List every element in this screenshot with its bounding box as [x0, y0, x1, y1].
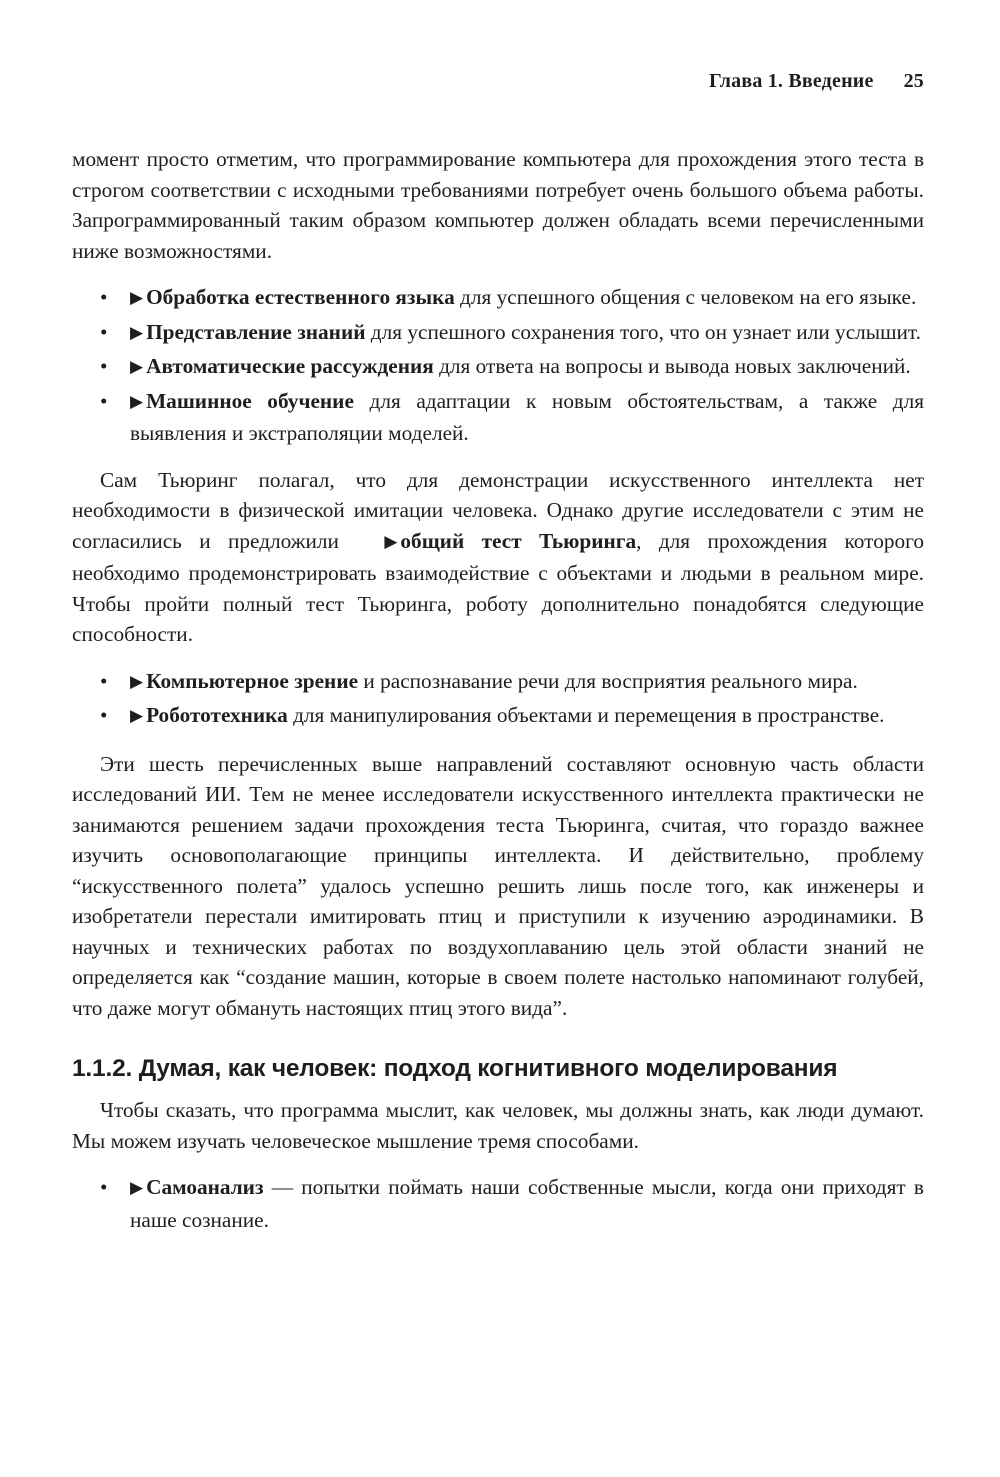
- term-description: — попытки поймать наши собственные мысли, когда они приходят в наше сознание.: [130, 1175, 924, 1232]
- bullet-icon: •: [100, 388, 108, 413]
- robot-abilities-list: [72, 666, 924, 733]
- term-description: для адаптации к новым обстоятельствам, а также для выявления и экстраполяции моделей.: [130, 388, 924, 445]
- list-item: [72, 700, 924, 733]
- list-item: [72, 317, 924, 350]
- page-number: 25: [903, 70, 924, 92]
- term: Компьютерное зрение: [146, 668, 359, 693]
- running-head: [709, 70, 924, 93]
- triangle-marker-icon: ▶: [384, 531, 398, 551]
- term: общий тест Тьюринга: [400, 528, 637, 553]
- paragraph-2-start: Сам Тьюринг полагал, что для демонстрации искусственного интеллекта нет необходимости в физической имитации человека. Однако другие исследователи с этим не согласились и предложили: [72, 467, 924, 553]
- paragraph-2: [72, 465, 924, 650]
- list-item: [72, 1172, 924, 1235]
- triangle-marker-icon: ▶: [130, 1178, 144, 1197]
- term: Робототехника: [146, 703, 288, 727]
- triangle-marker-icon: ▶: [130, 288, 144, 307]
- page-content: [72, 144, 924, 1235]
- paragraph-3: Эти шесть перечисленных выше направлений составляют основную часть области исследований ИИ. Тем не менее исследователи искусственного интеллекта практически не занимаются решением задачи прохождения теста Тьюринга, считая, что гораздо важнее изучить основополагающие принципы интеллекта. И действительно, проблему “искусственного полета” удалось успешно решить лишь после того, как инженеры и изобретатели перестали имитировать птиц и приступили к изучению аэродинамики. В научных и технических работах по воздухоплаванию цель этой области знаний не определяется как “создание машин, которые в своем полете настолько напоминают голубей, что даже могут обмануть настоящих птиц этого вида”.: [72, 751, 924, 1020]
- triangle-marker-icon: ▶: [130, 322, 144, 342]
- paragraph-1: момент просто отметим, что программирование компьютера для прохождения этого теста в строгом соответствии с исходными требованиями потребует очень большого объема работы. Запрограммированный таким образом компьютер должен обладать всеми перечисленными ниже возможностями.: [72, 147, 924, 263]
- term-description: и распознавание речи для восприятия реального мира.: [358, 668, 858, 693]
- triangle-marker-icon: ▶: [130, 706, 144, 725]
- methods-list: [72, 1172, 924, 1235]
- triangle-marker-icon: ▶: [130, 671, 144, 691]
- term: Обработка естественного языка: [146, 285, 455, 309]
- term-description: для манипулирования объектами и перемещения в пространстве.: [287, 703, 885, 727]
- capabilities-list: [72, 282, 924, 449]
- term-description: для ответа на вопросы и вывода новых заключений.: [433, 354, 911, 378]
- term: Самоанализ: [146, 1175, 264, 1199]
- bullet-icon: •: [100, 285, 108, 309]
- term: Машинное обучение: [146, 388, 354, 413]
- term: Автоматические рассуждения: [146, 354, 434, 378]
- list-item: [72, 351, 924, 384]
- list-item: [72, 386, 924, 449]
- bullet-icon: •: [100, 1175, 108, 1199]
- list-item: [72, 666, 924, 699]
- paragraph-2-end: , для прохождения которого необходимо продемонстрировать взаимодействие с объектами и людьми в реальном мире. Чтобы пройти полный тест Тьюринга, роботу дополнительно понадобятся следующие способности.: [72, 528, 924, 646]
- list-item: [72, 282, 924, 315]
- triangle-marker-icon: ▶: [130, 391, 144, 411]
- bullet-icon: •: [100, 354, 108, 378]
- triangle-marker-icon: ▶: [130, 357, 144, 376]
- bullet-icon: •: [100, 319, 108, 344]
- term-description: для успешного общения с человеком на его языке.: [454, 285, 917, 309]
- section-heading: 1.1.2. Думая, как человек: подход когнитивного моделирования: [72, 1055, 838, 1082]
- term-description: для успешного сохранения того, что он узнает или услышит.: [365, 319, 921, 344]
- chapter-title: Глава 1. Введение: [709, 70, 874, 92]
- bullet-icon: •: [100, 668, 108, 693]
- bullet-icon: •: [100, 703, 108, 727]
- term: Представление знаний: [146, 319, 366, 344]
- paragraph-4: Чтобы сказать, что программа мыслит, как человек, мы должны знать, как люди думают. Мы можем изучать человеческое мышление тремя способами.: [72, 1098, 924, 1153]
